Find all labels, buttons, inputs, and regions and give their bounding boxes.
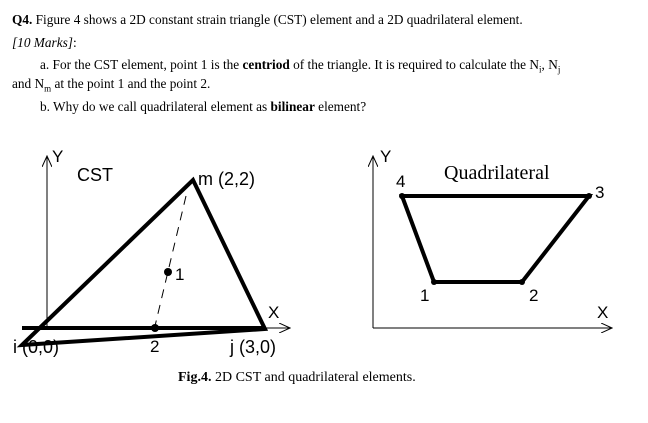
quad-y-axis-label: Y (380, 147, 392, 166)
cst-title: CST (77, 165, 113, 185)
quad-node-4-marker (399, 193, 405, 199)
marks-value: [10 Marks] (12, 35, 73, 50)
cst-x-axis-label: X (268, 303, 280, 322)
quad-node-1-marker (431, 279, 437, 285)
cst-point-2-marker (151, 324, 159, 332)
cst-node-i-label: i (0,0) (13, 337, 60, 357)
quad-node-3-marker (586, 193, 592, 199)
quad-node-4-label: 4 (396, 172, 406, 191)
quad-node-1-label: 1 (420, 286, 430, 305)
cst-point-2-label: 2 (150, 337, 160, 356)
cst-node-m-label: m (2,2) (198, 169, 256, 189)
cst-point-1-marker (164, 268, 172, 276)
cst-y-axis-label: Y (52, 147, 64, 166)
cst-median-dashed (155, 196, 186, 326)
quad-node-2-label: 2 (529, 286, 539, 305)
quad-x-axis-label: X (597, 303, 609, 322)
question-intro: Figure 4 shows a 2D constant strain triangle (CST) element and a 2D quadrilateral element. (32, 12, 523, 27)
keyword-centriod: centriod (242, 57, 290, 72)
cst-point-1-label: 1 (175, 265, 185, 284)
cst-node-j-label: j (3,0) (230, 337, 277, 357)
quad-node-2-marker (519, 279, 525, 285)
figure-caption (178, 370, 416, 386)
keyword-bilinear: bilinear (270, 99, 315, 114)
part-a-line-1: a. For the CST element, point 1 is the centriod of the triangle. It is required to calculate the $N_i$, $N_j$ (40, 57, 561, 75)
quad-element (402, 196, 589, 282)
quad-title: Quadrilateral (444, 162, 550, 184)
cst-triangle (22, 180, 265, 345)
figure-caption-text: 2D CST and quadrilateral elements. (211, 370, 416, 385)
part-a-line-2: and $N_m$ at the point 1 and the point 2. (12, 76, 211, 94)
question-marks: [10 Marks]: (12, 35, 77, 50)
quad-node-3-label: 3 (595, 183, 605, 202)
part-b-line: b. Why do we call quadrilateral element as bilinear element? (40, 99, 367, 114)
question-number: Q4. (12, 12, 33, 27)
figure-caption-label: Fig.4. (178, 370, 212, 385)
